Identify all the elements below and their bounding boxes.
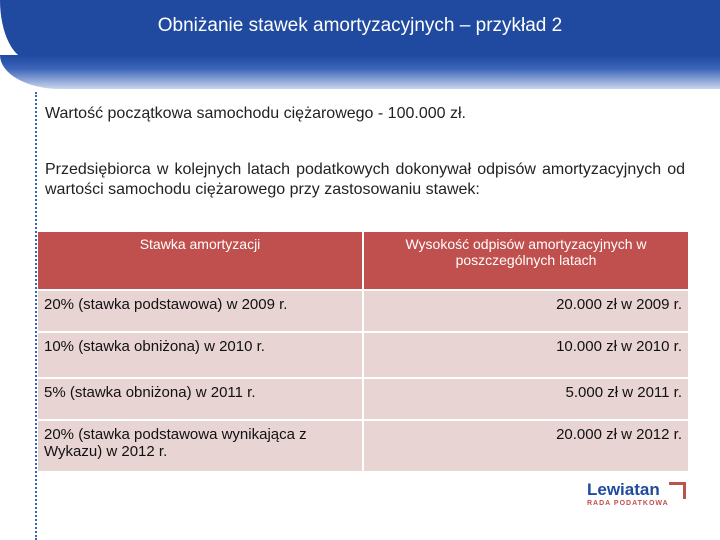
slide-header — [0, 0, 720, 87]
logo-subtitle: RADA PODATKOWA — [587, 500, 669, 507]
column-header-amount: Wysokość odpisów amortyzacyjnych w poszczególnych latach — [362, 232, 688, 289]
table-row — [38, 291, 688, 331]
table-row — [38, 421, 688, 471]
lewiatan-logo — [587, 480, 687, 510]
logo-mark-icon — [669, 482, 686, 499]
description-text: Przedsiębiorca w kolejnych latach podatkowych dokonywał odpisów amortyzacyjnych od wartości samochodu ciężarowego przy zastosowaniu stawek: — [45, 161, 685, 198]
rate-cell: 20% (stawka podstawowa wynikająca z Wykazu) w 2012 r. — [38, 421, 362, 471]
column-header-rate: Stawka amortyzacji — [38, 232, 362, 289]
dotted-margin-line — [35, 92, 37, 540]
amortization-table — [38, 230, 688, 473]
slide-title: Obniżanie stawek amortyzacyjnych – przykład 2 — [157, 15, 563, 36]
amount-cell: 20.000 zł w 2009 r. — [362, 291, 688, 331]
rate-cell: 10% (stawka obniżona) w 2010 r. — [38, 333, 362, 377]
amount-cell: 10.000 zł w 2010 r. — [362, 333, 688, 377]
intro-text: Wartość początkowa samochodu ciężarowego - 100.000 zł. — [45, 105, 466, 122]
table-row — [38, 379, 688, 419]
logo-wordmark: Lewiatan — [587, 480, 660, 499]
amount-cell: 5.000 zł w 2011 r. — [362, 379, 688, 419]
amount-cell: 20.000 zł w 2012 r. — [362, 421, 688, 471]
rate-cell: 20% (stawka podstawowa) w 2009 r. — [38, 291, 362, 331]
header-curve — [0, 55, 720, 89]
table-row — [38, 333, 688, 377]
rate-cell: 5% (stawka obniżona) w 2011 r. — [38, 379, 362, 419]
table-header-row — [38, 232, 688, 289]
